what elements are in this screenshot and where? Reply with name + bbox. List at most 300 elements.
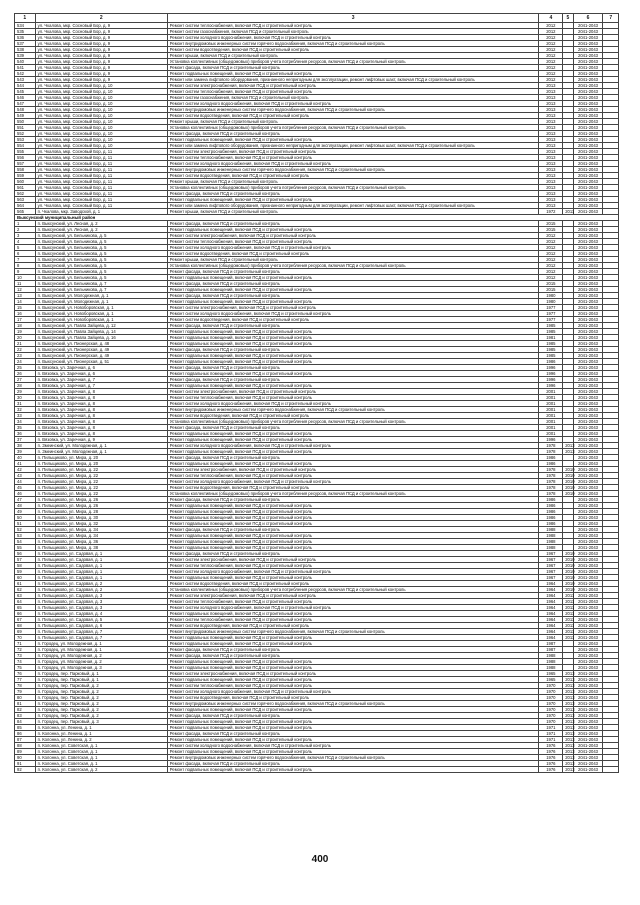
cell-col-6: 2041-2043 [573,545,603,551]
cell-col-1: 541 [15,65,36,71]
cell-col-6: 2041-2043 [573,275,603,281]
cell-col-2: ул. Чкалова, мкр. Сосновый Бор, д. 10 [35,83,167,89]
table-header [15,14,619,23]
cell-col-2: ул. Чкалова, мкр. Сосновый Бор, д. 9 [35,29,167,35]
cell-col-4: 1976 [539,749,563,755]
cell-col-3: Ремонт систем холодного водоснабжения, включая ПСД и строительный контроль [167,689,539,695]
cell-col-4: 1985 [539,329,563,335]
cell-col-3: Ремонт систем электроснабжения, включая ПСД и строительный контроль [167,593,539,599]
cell-col-2: п. Выксунский, ул. Молодежная, д. 1 [35,299,167,305]
cell-col-4: 2001 [539,389,563,395]
cell-col-6: 2041-2043 [573,431,603,437]
cell-col-4: 1996 [539,377,563,383]
cell-col-3: Ремонт систем электроснабжения, включая ПСД и строительный контроль [167,305,539,311]
cell-col-1: 57 [15,557,36,563]
cell-col-4: 1967 [539,563,563,569]
cell-col-2: п. Пильщиково, ул. Садовая, д. 3 [35,593,167,599]
cell-col-3: Ремонт подвальных помещений, включая ПСД и строительный контроль [167,635,539,641]
cell-col-6: 2041-2043 [573,101,603,107]
cell-col-2: п. Выксунский, ул. Новоборовская, д. 1 [35,305,167,311]
cell-col-3: Ремонт систем холодного водоснабжения, включая ПСД и строительный контроль [167,443,539,449]
column-header-4: 4 [539,14,563,23]
cell-col-6: 2041-2043 [573,305,603,311]
cell-col-6: 2041-2043 [573,671,603,677]
cell-col-2: ул. Чкалова, мкр. Сосновый Бор, д. 9 [35,59,167,65]
cell-col-1: 25 [15,365,36,371]
cell-col-6: 2041-2043 [573,467,603,473]
cell-col-6: 2041-2043 [573,473,603,479]
cell-col-1: 23 [15,353,36,359]
cell-col-6: 2041-2043 [573,647,603,653]
cell-col-3: Ремонт подвальных помещений, включая ПСД и строительный контроль [167,677,539,683]
cell-col-3: Ремонт подвальных помещений, включая ПСД и строительный контроль [167,749,539,755]
cell-col-4: 2013 [539,83,563,89]
cell-col-3: Ремонт систем холодного водоснабжения, включая ПСД и строительный контроль [167,743,539,749]
cell-col-3: Ремонт систем теплоснабжения, включая ПСД и строительный контроль [167,89,539,95]
cell-col-6: 2041-2043 [573,641,603,647]
cell-col-4: 1976 [539,755,563,761]
cell-col-1: 67 [15,617,36,623]
cell-col-2: п. Пильщиково, ул. Садовая, д. 3 [35,599,167,605]
cell-col-2: п. Вязовка, ул. Заречная, д. 6 [35,371,167,377]
cell-col-1: 89 [15,749,36,755]
cell-col-3: Ремонт подвальных помещений, включая ПСД и строительный контроль [167,383,539,389]
cell-col-3: Ремонт внутридомовых инженерных систем горячего водоснабжения, включая ПСД и строительный контроль [167,41,539,47]
cell-col-4: 2012 [539,77,563,83]
cell-col-5: 2013 [563,689,573,695]
cell-col-3: Ремонт фасада, включая ПСД и строительный контроль [167,527,539,533]
cell-col-4: 1967 [539,551,563,557]
cell-col-2: ул. Чкалова, мкр. Сосновый Бор, д. 10 [35,125,167,131]
cell-col-6: 2041-2043 [573,587,603,593]
cell-col-5: 2011 [563,611,573,617]
cell-col-1: 18 [15,323,36,329]
cell-col-4: 2013 [539,137,563,143]
cell-col-3: Ремонт внутридомовых инженерных систем горячего водоснабжения, включая ПСД и строительный контроль [167,167,539,173]
cell-col-6: 2041-2043 [573,257,603,263]
cell-col-6: 2041-2043 [573,749,603,755]
cell-col-2: п. Городец, пер. Парковый, д. 3 [35,719,167,725]
cell-col-1: 21 [15,341,36,347]
cell-col-5: 2010 [563,557,573,563]
cell-col-1: 76 [15,671,36,677]
cell-col-4: 2013 [539,107,563,113]
cell-col-2: п. Пильщиково, ул. Садовая, д. 6 [35,623,167,629]
cell-col-3: Ремонт фасада, включая ПСД и строительный контроль [167,347,539,353]
cell-col-3: Ремонт подвальных помещений, включая ПСД и строительный контроль [167,521,539,527]
cell-col-6: 2041-2043 [573,701,603,707]
cell-col-1: 71 [15,641,36,647]
cell-col-2: ул. Чкалова, мкр. Сосновый Бор, д. 11 [35,149,167,155]
cell-col-1: 72 [15,647,36,653]
cell-col-6: 2041-2043 [573,197,603,203]
cell-col-3: Ремонт фасада, включая ПСД и строительный контроль [167,713,539,719]
cell-col-6: 2041-2043 [573,533,603,539]
cell-col-6: 2041-2043 [573,245,603,251]
cell-col-3: Ремонт систем холодного водоснабжения, включая ПСД и строительный контроль [167,35,539,41]
cell-col-5: 2010 [563,467,573,473]
cell-col-1: 6 [15,251,36,257]
cell-col-1: 32 [15,407,36,413]
cell-col-4: 2012 [539,269,563,275]
cell-col-6: 2041-2043 [573,611,603,617]
cell-col-4: 1967 [539,557,563,563]
cell-col-4: 2013 [539,203,563,209]
cell-col-4: 1971 [539,731,563,737]
cell-col-1: 553 [15,137,36,143]
cell-col-1: 2 [15,227,36,233]
cell-col-4: 2012 [539,251,563,257]
cell-col-1: 535 [15,29,36,35]
cell-col-3: Установка коллективных (общедомовых) приборов учета потребления ресурсов, включая ПСД и строительный контроль [167,125,539,131]
cell-col-3: Ремонт систем теплоснабжения, включая ПСД и строительный контроль [167,563,539,569]
cell-col-4: 2013 [539,155,563,161]
cell-col-5: 2013 [563,767,573,773]
cell-col-6: 2041-2043 [573,179,603,185]
cell-col-4: 2012 [539,239,563,245]
cell-col-2: п. Городец, пер. Парковый, д. 2 [35,701,167,707]
cell-col-4: 2013 [539,119,563,125]
column-header-1: 1 [15,14,36,23]
cell-col-2: п. Вязовка, ул. Заречная, д. 8 [35,395,167,401]
cell-col-1: 561 [15,185,36,191]
cell-col-1: 50 [15,515,36,521]
column-header-3: 3 [167,14,539,23]
cell-col-2: п. Колонна, ул. Советская, д. 2 [35,767,167,773]
cell-col-4: 1980 [539,299,563,305]
cell-col-3: Ремонт систем холодного водоснабжения, включая ПСД и строительный контроль [167,161,539,167]
cell-col-6: 2041-2043 [573,53,603,59]
cell-col-1: 86 [15,731,36,737]
cell-col-2: п. Выксунский, ул. Павла Зайцева, д. 14 [35,329,167,335]
section-title: Выксунский муниципальный район [15,215,619,221]
cell-col-6: 2041-2043 [573,593,603,599]
cell-col-1: 38 [15,443,36,449]
cell-col-1: 22 [15,347,36,353]
cell-col-3: Установка коллективных (общедомовых) приборов учета потребления ресурсов, включая ПСД и строительный контроль [167,185,539,191]
cell-col-2: п. Вязовка, ул. Заречная, д. 8 [35,425,167,431]
cell-col-6: 2041-2043 [573,143,603,149]
cell-col-4: 1964 [539,629,563,635]
cell-col-2: ул. Чкалова, мкр. Сосновый Бор, д. 10 [35,137,167,143]
cell-col-4: 2015 [539,281,563,287]
cell-col-6: 2041-2043 [573,251,603,257]
cell-col-4: 1971 [539,725,563,731]
cell-col-3: Ремонт систем водоотведения, включая ПСД и строительный контроль [167,317,539,323]
cell-col-3: Ремонт систем теплоснабжения, включая ПСД и строительный контроль [167,155,539,161]
document-page [14,13,619,773]
cell-col-2: п. Пильщиково, ул. Садовая, д. 1 [35,569,167,575]
cell-col-2: п. Вязовка, ул. Заречная, д. 8 [35,419,167,425]
cell-col-6: 2041-2043 [573,377,603,383]
cell-col-1: 559 [15,173,36,179]
cell-col-5: 2013 [563,695,573,701]
cell-col-4: 1978 [539,467,563,473]
cell-col-1: 35 [15,425,36,431]
cell-col-3: Ремонт подвальных помещений, включая ПСД и строительный контроль [167,611,539,617]
cell-col-1: 49 [15,509,36,515]
cell-col-6: 2041-2043 [573,311,603,317]
cell-col-1: 61 [15,581,36,587]
cell-col-6: 2041-2043 [573,203,603,209]
cell-col-3: Ремонт систем водоотведения, включая ПСД и строительный контроль [167,485,539,491]
cell-col-3: Ремонт подвальных помещений, включая ПСД и строительный контроль [167,725,539,731]
cell-col-3: Ремонт или замена лифтового оборудования, признанного непригодным для эксплуатации, ремонт лифтовых шахт, включая ПСД и строительный контроль [167,143,539,149]
cell-col-4: 2013 [539,179,563,185]
cell-col-4: 2015 [539,227,563,233]
cell-col-6: 2041-2043 [573,623,603,629]
cell-col-4: 1978 [539,479,563,485]
cell-col-2: п. Выксунский, ул. Пионерская, д. 49 [35,347,167,353]
cell-col-3: Ремонт подвальных помещений, включая ПСД и строительный контроль [167,431,539,437]
cell-col-1: 36 [15,431,36,437]
cell-col-1: 538 [15,47,36,53]
cell-col-2: ул. Чкалова, мкр. Сосновый Бор, д. 11 [35,155,167,161]
cell-col-2: ул. Чкалова, мкр. Сосновый Бор, д. 11 [35,167,167,173]
cell-col-2: п. Колонна, ул. Ленина, д. 1 [35,725,167,731]
cell-col-4: 1978 [539,449,563,455]
cell-col-6: 2041-2043 [573,323,603,329]
cell-col-4: 1965 [539,677,563,683]
cell-col-4: 1964 [539,593,563,599]
cell-col-2: п. Пильщиково, ул. Садовая, д. 4 [35,611,167,617]
cell-col-6: 2041-2043 [573,131,603,137]
cell-col-6: 2041-2043 [573,317,603,323]
cell-col-4: 1988 [539,545,563,551]
cell-col-2: п. Пильщиково, ул. Садовая, д. 1 [35,563,167,569]
cell-col-7 [603,767,619,773]
cell-col-1: 537 [15,41,36,47]
cell-col-3: Ремонт подвальных помещений, включая ПСД и строительный контроль [167,359,539,365]
cell-col-5: 2010 [563,581,573,587]
cell-col-4: 1988 [539,539,563,545]
cell-col-1: 7 [15,257,36,263]
column-header-7: 7 [603,14,619,23]
cell-col-3: Ремонт систем водоотведения, включая ПСД и строительный контроль [167,251,539,257]
cell-col-1: 549 [15,113,36,119]
cell-col-2: п. Пильщиково, ул. Мира, д. 28 [35,509,167,515]
cell-col-6: 2041-2043 [573,77,603,83]
cell-col-4: 2001 [539,425,563,431]
cell-col-5: 2013 [563,683,573,689]
cell-col-6: 2041-2043 [573,119,603,125]
cell-col-4: 2001 [539,413,563,419]
cell-col-1: 62 [15,587,36,593]
cell-col-6: 2041-2043 [573,23,603,29]
cell-col-6: 2041-2043 [573,683,603,689]
cell-col-3: Ремонт систем электроснабжения, включая ПСД и строительный контроль [167,83,539,89]
cell-col-2: п. Колонна, ул. Советская, д. 1 [35,755,167,761]
cell-col-1: 555 [15,149,36,155]
cell-col-2: п. Вязовка, ул. Заречная, д. 8 [35,413,167,419]
cell-col-4: 1986 [539,455,563,461]
cell-col-3: Ремонт подвальных помещений, включая ПСД и строительный контроль [167,515,539,521]
cell-col-5: 2013 [563,701,573,707]
cell-col-2: п. Пильщиково, ул. Мира, д. 20 [35,461,167,467]
cell-col-4: 1976 [539,767,563,773]
cell-col-2: п. Пильщиково, ул. Садовая, д. 1 [35,551,167,557]
cell-col-6: 2041-2043 [573,161,603,167]
table-row [15,767,619,773]
cell-col-3: Ремонт подвальных помещений, включая ПСД и строительный контроль [167,371,539,377]
cell-col-1: 41 [15,461,36,467]
cell-col-2: п. Выксунский, ул. Павла Зайцева, д. 16 [35,335,167,341]
cell-col-3: Ремонт фасада, включая ПСД и строительный контроль [167,377,539,383]
cell-col-6: 2041-2043 [573,497,603,503]
cell-col-4: 1980 [539,293,563,299]
cell-col-1: 543 [15,77,36,83]
cell-col-3: Ремонт систем водоотведения, включая ПСД и строительный контроль [167,413,539,419]
cell-col-2: ул. Чкалова, мкр. Сосновый Бор, д. 11 [35,191,167,197]
cell-col-1: 56 [15,551,36,557]
cell-col-1: 63 [15,593,36,599]
cell-col-5: 2013 [563,443,573,449]
cell-col-5: 2010 [563,575,573,581]
cell-col-3: Ремонт фасада, включая ПСД и строительный контроль [167,65,539,71]
cell-col-1: 5 [15,245,36,251]
cell-col-4: 1986 [539,509,563,515]
cell-col-5: 2011 [563,635,573,641]
cell-col-3: Установка коллективных (общедомовых) приборов учета потребления ресурсов, включая ПСД и строительный контроль [167,587,539,593]
cell-col-5: 2011 [563,209,573,215]
cell-col-6: 2041-2043 [573,83,603,89]
cell-col-5: 2010 [563,551,573,557]
cell-col-4: 1976 [539,743,563,749]
cell-col-5: 2010 [563,569,573,575]
cell-col-6: 2041-2043 [573,287,603,293]
cell-col-4: 1996 [539,365,563,371]
cell-col-4: 2013 [539,149,563,155]
cell-col-1: 74 [15,659,36,665]
column-header-2: 2 [35,14,167,23]
cell-col-2: п. Пильщиково, ул. Мира, д. 30 [35,515,167,521]
cell-col-4: 2012 [539,65,563,71]
cell-col-6: 2041-2043 [573,599,603,605]
cell-col-3: Ремонт систем холодного водоснабжения, включая ПСД и строительный контроль [167,245,539,251]
cell-col-5: 2011 [563,593,573,599]
cell-col-3: Ремонт систем водоотведения, включая ПСД и строительный контроль [167,695,539,701]
cell-col-2: ул. Чкалова, мкр. Сосновый Бор, д. 9 [35,65,167,71]
cell-col-1: 73 [15,653,36,659]
cell-col-3: Ремонт систем теплоснабжения, включая ПСД и строительный контроль [167,239,539,245]
cell-col-4: 1978 [539,473,563,479]
cell-col-2: п. Вязовка, ул. Заречная, д. 6 [35,365,167,371]
cell-col-3: Ремонт фасада, включая ПСД и строительный контроль [167,497,539,503]
cell-col-3: Ремонт или замена лифтового оборудования, признанного непригодным для эксплуатации, ремонт лифтовых шахт, включая ПСД и строительный контроль [167,77,539,83]
cell-col-2: п. Пильщиково, ул. Мира, д. 38 [35,545,167,551]
cell-col-5: 2011 [563,599,573,605]
cell-col-4: 2012 [539,47,563,53]
cell-col-4: 2013 [539,113,563,119]
cell-col-1: 546 [15,95,36,101]
cell-col-1: 79 [15,689,36,695]
cell-col-2: п. Чкалова, мкр. Заводской, д. 1 [35,209,167,215]
cell-col-3: Ремонт фасада, включая ПСД и строительный контроль [167,647,539,653]
cell-col-4: 1978 [539,491,563,497]
cell-col-6: 2041-2043 [573,491,603,497]
cell-col-1: 82 [15,707,36,713]
cell-col-3: Ремонт систем газоснабжения, включая ПСД и строительный контроль [167,95,539,101]
cell-col-4: 2013 [539,95,563,101]
cell-col-2: ул. Чкалова, мкр. Сосновый Бор, д. 10 [35,131,167,137]
cell-col-5: 2013 [563,719,573,725]
cell-col-4: 1977 [539,311,563,317]
cell-col-6: 2041-2043 [573,299,603,305]
cell-col-1: 81 [15,701,36,707]
cell-col-4: 2001 [539,395,563,401]
cell-col-4: 1964 [539,617,563,623]
cell-col-6: 2041-2043 [573,155,603,161]
cell-col-3: Ремонт фасада, включая ПСД и строительный контроль [167,653,539,659]
cell-col-3: Ремонт подвальных помещений, включая ПСД и строительный контроль [167,539,539,545]
cell-col-6: 2041-2043 [573,407,603,413]
cell-col-1: 31 [15,401,36,407]
cell-col-6: 2041-2043 [573,35,603,41]
cell-col-6: 2041-2043 [573,95,603,101]
cell-col-3: Ремонт подвальных помещений, включая ПСД и строительный контроль [167,227,539,233]
cell-col-6: 2041-2043 [573,707,603,713]
cell-col-3: Ремонт фасада, включая ПСД и строительный контроль [167,221,539,227]
cell-col-2: п. Вязовка, ул. Заречная, д. 8 [35,407,167,413]
cell-col-1: 83 [15,713,36,719]
cell-col-6: 2041-2043 [573,575,603,581]
cell-col-5: 2010 [563,491,573,497]
cell-col-5: 2013 [563,731,573,737]
cell-col-6: 2041-2043 [573,329,603,335]
cell-col-4: 2001 [539,407,563,413]
cell-col-2: п. Пильщиково, ул. Мира, д. 26 [35,497,167,503]
cell-col-6: 2041-2043 [573,689,603,695]
cell-col-2: п. Городец, ул. Молодежная, д. 3 [35,665,167,671]
page-number: 400 [311,854,329,865]
cell-col-1: 85 [15,725,36,731]
cell-col-6: 2041-2043 [573,113,603,119]
cell-col-3: Ремонт фасада, включая ПСД и строительный контроль [167,323,539,329]
cell-col-6: 2041-2043 [573,221,603,227]
cell-col-1: 33 [15,413,36,419]
cell-col-6: 2041-2043 [573,485,603,491]
cell-col-3: Ремонт подвальных помещений, включая ПСД и строительный контроль [167,197,539,203]
cell-col-2: п. Выксунский, ул. Бельникова, д. 5 [35,263,167,269]
cell-col-3: Ремонт крыши, включая ПСД и строительный контроль [167,257,539,263]
cell-col-3: Ремонт систем теплоснабжения, включая ПСД и строительный контроль [167,395,539,401]
cell-col-1: 34 [15,419,36,425]
cell-col-1: 544 [15,83,36,89]
cell-col-3: Установка коллективных (общедомовых) приборов учета потребления ресурсов, включая ПСД и строительный контроль [167,491,539,497]
cell-col-1: 548 [15,107,36,113]
cell-col-2: п. Выксунский, ул. Бельникова, д. 5 [35,275,167,281]
cell-col-1: 88 [15,743,36,749]
cell-col-3: Ремонт фасада, включая ПСД и строительный контроль [167,761,539,767]
cell-col-3: Ремонт систем водоотведения, включая ПСД и строительный контроль [167,113,539,119]
cell-col-1: 4 [15,239,36,245]
cell-col-4: 1985 [539,323,563,329]
cell-col-1: 563 [15,197,36,203]
cell-col-2: ул. Чкалова, мкр. Сосновый Бор, д. 9 [35,77,167,83]
cell-col-1: 45 [15,485,36,491]
cell-col-1: 40 [15,455,36,461]
cell-col-5: 2013 [563,449,573,455]
cell-col-2: п. Пильщиково, ул. Садовая, д. 2 [35,587,167,593]
cell-col-2: п. Выксунский, ул. Бельникова, д. 5 [35,269,167,275]
cell-col-3: Установка коллективных (общедомовых) приборов учета потребления ресурсов, включая ПСД и строительный контроль [167,263,539,269]
cell-col-4: 2013 [539,161,563,167]
cell-col-3: Ремонт подвальных помещений, включая ПСД и строительный контроль [167,329,539,335]
cell-col-2: п. Выксунский, ул. Пионерская, д. 48 [35,341,167,347]
cell-col-4: 1996 [539,371,563,377]
cell-col-2: п. Городец, пер. Парковый, д. 2 [35,707,167,713]
cell-col-4: 1996 [539,383,563,389]
